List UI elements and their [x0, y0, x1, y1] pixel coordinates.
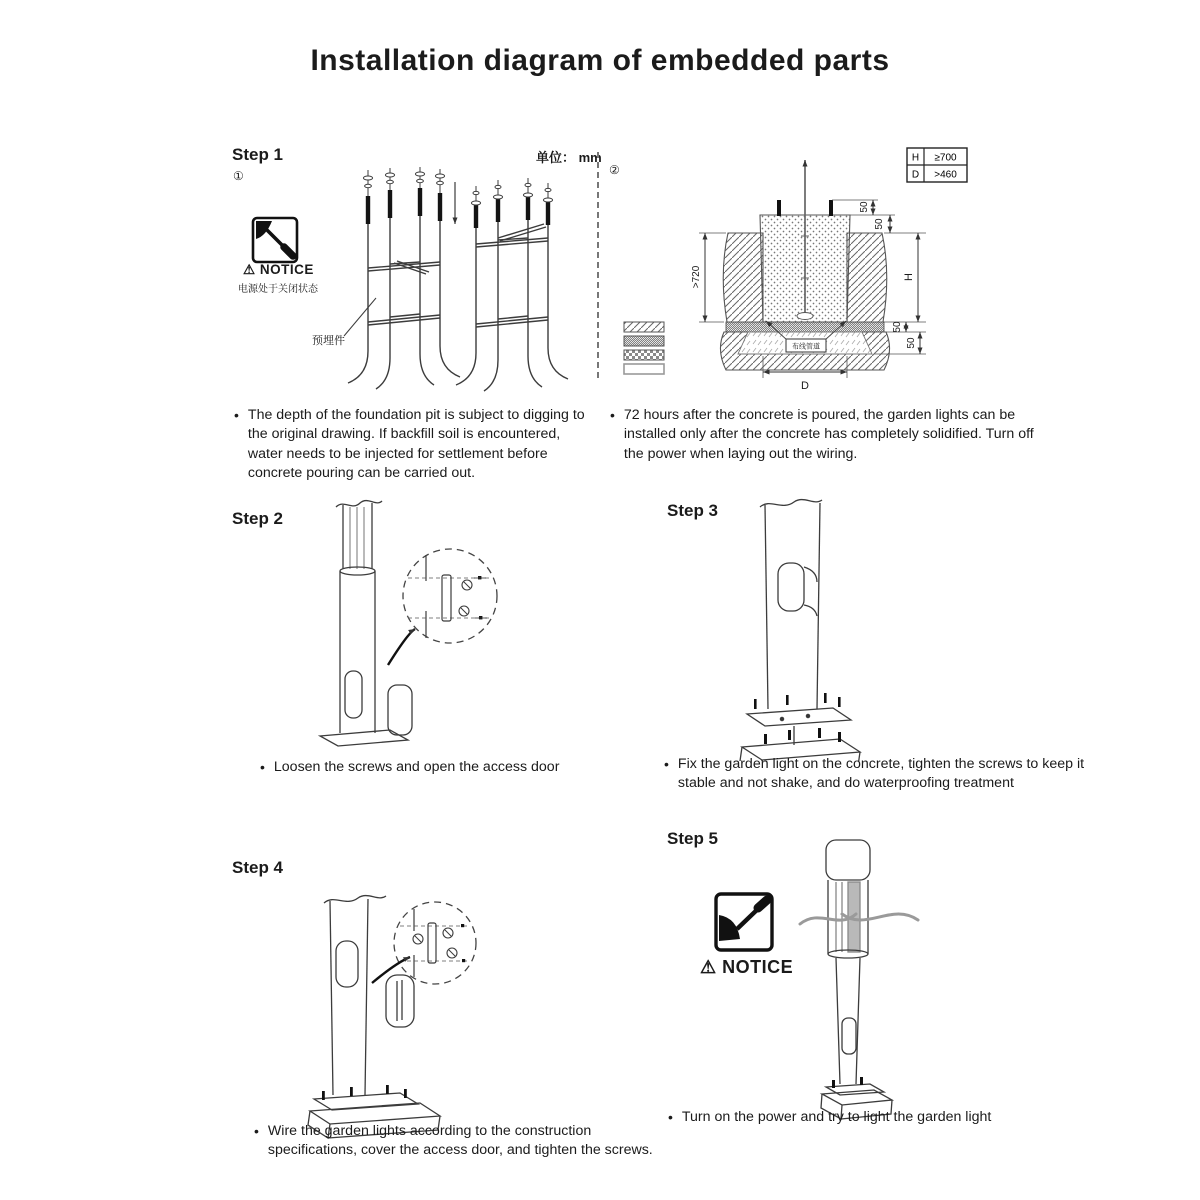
concrete-pedestal-top: [310, 1103, 440, 1124]
step5-label: Step 5: [667, 829, 719, 848]
dim-layer2: 50: [906, 337, 917, 349]
notice1-text: ⚠ NOTICE: [243, 262, 314, 277]
bullet-icon: •: [610, 407, 615, 423]
dim-d: D: [801, 380, 809, 392]
frame-exploded: [348, 216, 460, 389]
warning-triangle-icon: ⚠: [243, 262, 256, 277]
access-door-cover: [388, 685, 412, 735]
step1-note-right: • 72 hours after the concrete is poured, the garden lights can be installed only after the concrete has completely solidified. Turn off the power when laying out the wiring.: [610, 407, 1034, 462]
detail-circle: [403, 549, 497, 643]
step3-label: Step 3: [667, 501, 719, 520]
screwdriver-notice-icon: [251, 216, 299, 264]
step1-marker-right: ②: [609, 163, 620, 177]
access-door-opening: [345, 671, 362, 718]
conduit-label: 布线管道: [792, 343, 820, 351]
lamp-head: [826, 840, 870, 880]
garden-light-drawing: [798, 836, 928, 1128]
bullet-icon: •: [260, 759, 265, 775]
base-flange: [747, 708, 851, 726]
step1-marker-left: ①: [233, 169, 244, 183]
step4-pole-drawing: [268, 883, 598, 1159]
access-door-opening: [336, 941, 358, 987]
embedded-parts-drawing: [298, 166, 598, 406]
embedded-part-label: 预埋件: [312, 335, 345, 347]
units-label: 单位： mm: [536, 150, 602, 165]
access-door-open: [778, 563, 804, 611]
dim-pit-depth: >720: [691, 265, 702, 289]
step1-note-left: • The depth of the foundation pit is subject to digging to the original drawing. If backfill soil is encountered, water needs to be injected for settlement before concrete pouring can be carried out.: [234, 407, 585, 481]
step3-pole-drawing: [690, 493, 1020, 761]
access-door-cover: [386, 975, 414, 1027]
table-h-key: H: [911, 152, 920, 164]
dim-bolt-protrusion: 50: [859, 201, 870, 213]
notice1-subtext: 电源处于关闭状态: [238, 284, 318, 295]
notice5-text: ⚠ NOTICE: [700, 957, 794, 977]
dimension-spec-table: [907, 148, 967, 182]
access-door: [842, 1018, 856, 1054]
step5-note: • Turn on the power and try to light the garden light: [668, 1109, 992, 1125]
frame-assembled: [456, 218, 568, 391]
hatch-legend: [624, 322, 664, 374]
step3-note: • Fix the garden light on the concrete, tighten the screws to keep it stable and not shake, and do waterproofing treatment: [664, 756, 1085, 792]
bullet-icon: •: [664, 756, 669, 772]
dim-layer1: 50: [892, 321, 903, 333]
base-flange: [320, 730, 408, 746]
bullet-icon: •: [234, 407, 239, 423]
dim-h: H: [903, 273, 915, 281]
step1-label: Step 1: [232, 145, 284, 164]
table-d-value: >460: [934, 169, 957, 181]
table-h-value: ≥700: [934, 152, 957, 164]
foundation-cross-section-drawing: [620, 146, 1020, 400]
step4-note: • Wire the garden lights according to the construction specifications, cover the access door, and tighten the screws.: [254, 1123, 653, 1159]
bullet-icon: •: [668, 1109, 673, 1125]
zoom-arrow: [388, 629, 415, 665]
warning-triangle-icon: ⚠: [700, 957, 717, 977]
detail-circle: [394, 902, 476, 984]
step2-pole-drawing: [250, 493, 580, 765]
screwdriver-notice-icon: [713, 891, 775, 953]
table-d-key: D: [911, 169, 920, 181]
step2-label: Step 2: [232, 509, 284, 528]
dim-collar: 50: [874, 218, 885, 230]
step2-note: • Loosen the screws and open the access door: [260, 759, 560, 775]
page-title: Installation diagram of embedded parts: [310, 44, 890, 77]
step4-label: Step 4: [232, 858, 284, 877]
bullet-icon: •: [254, 1123, 259, 1139]
washers-nuts: [363, 167, 444, 196]
